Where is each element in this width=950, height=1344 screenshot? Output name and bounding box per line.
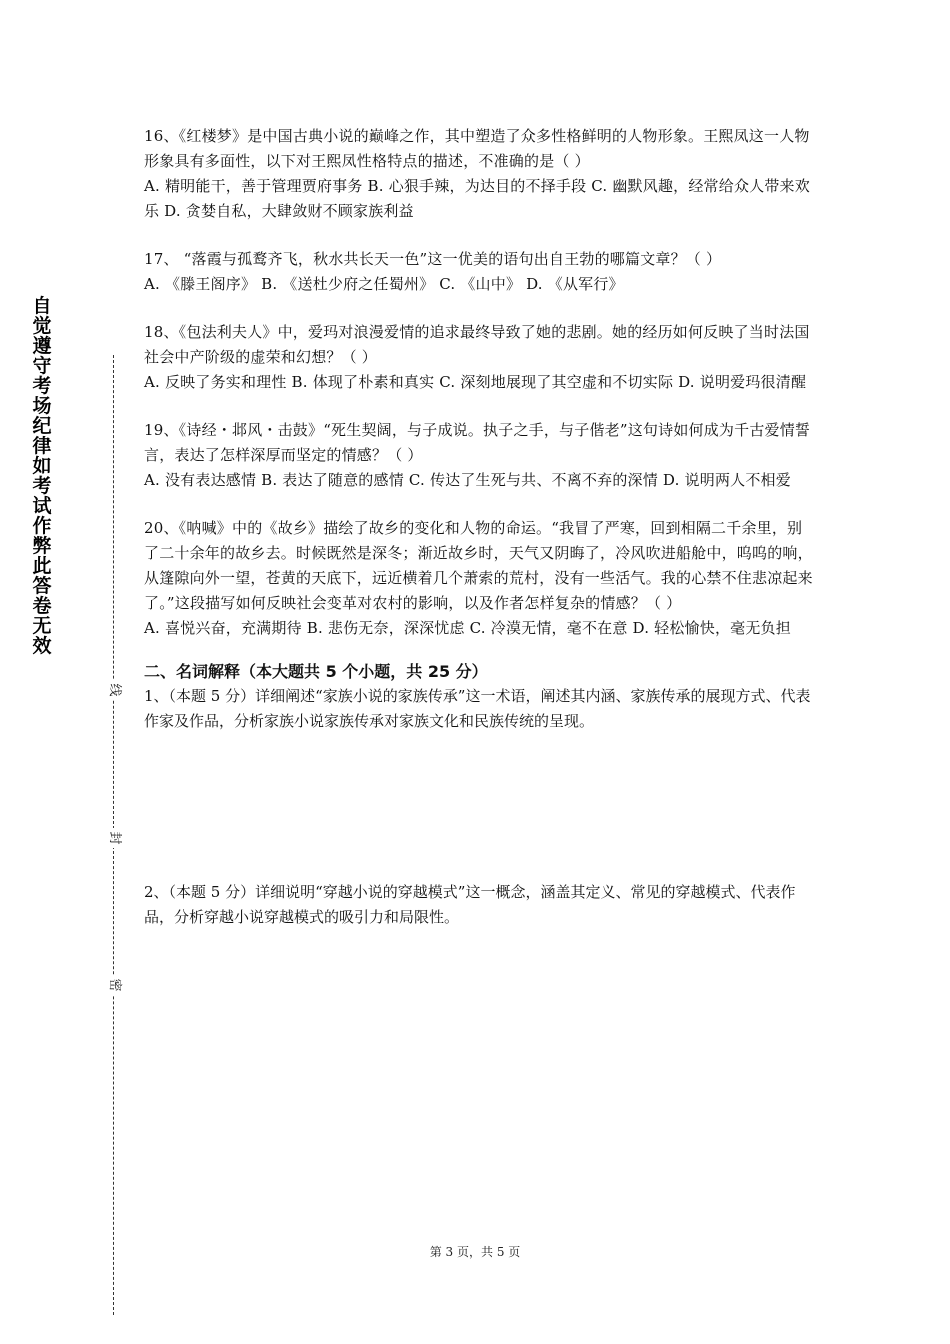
binding-label-line: 线 bbox=[105, 680, 123, 700]
question-stem: 17、 “落霞与孤鹜齐飞，秋水共长天一色”这一优美的语句出自王勃的哪篇文章？（ ） bbox=[144, 250, 722, 268]
question-options: A. 反映了务实和理性 B. 体现了朴素和真实 C. 深刻地展现了其空虚和不切实际 D. 说明爱玛很清醒 bbox=[144, 373, 807, 391]
question-options: A. 精明能干，善于管理贾府事务 B. 心狠手辣，为达目的不择手段 C. 幽默风趣，经常给众人带来欢乐 D. 贪婪自私，大肆敛财不顾家族利益 bbox=[144, 177, 810, 220]
exam-discipline-warning: 自觉遵守考场纪律如考试作弊此答卷无效 bbox=[32, 295, 52, 657]
question-stem: 20、《呐喊》中的《故乡》描绘了故乡的变化和人物的命运。“我冒了严寒，回到相隔二千余里，别了二十余年的故乡去。时候既然是深冬；渐近故乡时，天气又阴晦了，冷风吹进船舱中，呜呜的响，从篷隙向外一望，苍黄的天底下，远近横着几个萧索的荒村，没有一些活气。我的心禁不住悲凉起来了。”这段描写如何反映社会变革对农村的影响，以及作者怎样复杂的情感？（ ） bbox=[144, 519, 813, 612]
question-20 bbox=[144, 516, 816, 641]
question-18 bbox=[144, 320, 816, 395]
page-number: 第 3 页，共 5 页 bbox=[429, 1245, 521, 1259]
question-16 bbox=[144, 124, 816, 224]
question-stem: 16、《红楼梦》是中国古典小说的巅峰之作，其中塑造了众多性格鲜明的人物形象。王熙凤这一人物形象具有多面性，以下对王熙凤性格特点的描述，不准确的是（ ） bbox=[144, 127, 810, 170]
section-title-term-explanation: 二、名词解释（本大题共 5 个小题，共 25 分） bbox=[144, 662, 488, 681]
question-17 bbox=[144, 247, 816, 297]
term-question-2: 2、（本题 5 分）详细说明“穿越小说的穿越模式”这一概念，涵盖其定义、常见的穿越模式、代表作品，分析穿越小说穿越模式的吸引力和局限性。 bbox=[144, 883, 796, 926]
question-options: A. 没有表达感情 B. 表达了随意的感情 C. 传达了生死与共、不离不弃的深情 D. 说明两人不相爱 bbox=[144, 471, 791, 489]
answer-space bbox=[144, 734, 816, 880]
question-stem: 18、《包法利夫人》中，爱玛对浪漫爱情的追求最终导致了她的悲剧。她的经历如何反映了当时法国社会中产阶级的虚荣和幻想？（ ） bbox=[144, 323, 810, 366]
question-options: A. 《滕王阁序》 B. 《送杜少府之任蜀州》 C. 《山中》 D. 《从军行》 bbox=[144, 275, 624, 293]
question-options: A. 喜悦兴奋，充满期待 B. 悲伤无奈，深深忧虑 C. 冷漠无情，毫不在意 D. 轻松愉快，毫无负担 bbox=[144, 619, 791, 637]
term-question-1: 1、（本题 5 分）详细阐述“家族小说的家族传承”这一术语，阐述其内涵、家族传承的展现方式、代表作家及作品，分析家族小说家族传承对家族文化和民族传统的呈现。 bbox=[144, 687, 811, 730]
question-19 bbox=[144, 418, 816, 493]
exam-content bbox=[144, 124, 816, 930]
question-stem: 19、《诗经・邶风・击鼓》“死生契阔，与子成说。执子之手，与子偕老”这句诗如何成为千古爱情誓言，表达了怎样深厚而坚定的情感？（ ） bbox=[144, 421, 811, 464]
binding-label-seal: 封 bbox=[105, 828, 123, 848]
binding-label-secret: 密 bbox=[105, 975, 123, 995]
